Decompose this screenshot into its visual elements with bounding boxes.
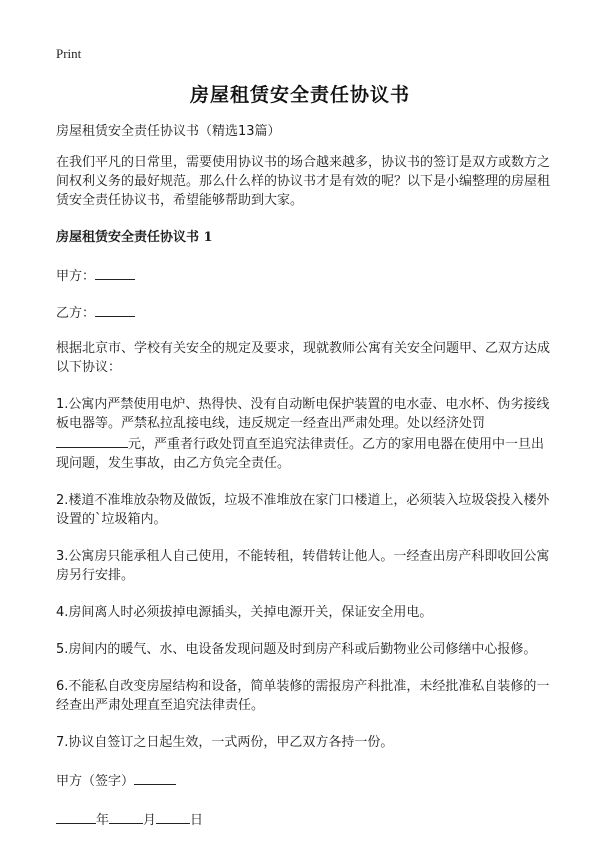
document-title: 房屋租赁安全责任协议书 [189, 84, 410, 106]
party-b-line [56, 302, 556, 323]
clause-4: 4.房间离人时必须拔掉电源插头，关掉电源开关，保证安全用电。 [56, 605, 433, 620]
section-heading: 房屋租赁安全责任协议书 1 [56, 230, 213, 245]
party-a-blank [95, 265, 135, 280]
day-label: 日 [190, 813, 204, 828]
clause-7: 7.协议自签订之日起生效，一式两份，甲乙双方各持一份。 [56, 735, 394, 750]
party-b-blank [95, 302, 135, 317]
date-line [56, 809, 556, 830]
preamble-paragraph: 根据北京市、学校有关安全的规定及要求，现就教师公寓有关安全问题甲、乙双方达成以下协议： [56, 341, 551, 375]
clause-5: 5.房间内的暖气、水、电设备发现问题及时到房产科或后勤物业公司修缮中心报修。 [56, 642, 537, 657]
print-link[interactable]: Print [56, 46, 82, 61]
party-a-line [56, 265, 556, 286]
clause-1-text-b: 元，严重者行政处罚直至追究法律责任。乙方的家用电器在使用中一旦出现问题，发生事故，由乙方负完全责任。 [56, 437, 545, 471]
intro-paragraph: 在我们平凡的日常里，需要使用协议书的场合越来越多，协议书的签订是双方或数方之间权利义务的最好规范。那么什么样的协议书才是有效的呢？以下是小编整理的房屋租赁安全责任协议书，希望能够帮助到大家。 [56, 155, 551, 208]
clause-6: 6.不能私自改变房屋结构和设备，简单装修的需报房产科批准，未经批准私自装修的一经查出严肃处理直至追究法律责任。 [56, 679, 550, 713]
signature-blank [134, 770, 176, 785]
party-b-label: 乙方： [56, 306, 96, 321]
year-label: 年 [96, 813, 110, 828]
month-blank [109, 809, 143, 824]
signature-line [56, 770, 556, 791]
document-subtitle: 房屋租赁安全责任协议书（精选13篇） [56, 124, 281, 139]
clause-2: 2.楼道不准堆放杂物及做饭，垃圾不准堆放在家门口楼道上，必须装入垃圾袋投入楼外设置的`垃圾箱内。 [56, 493, 550, 527]
year-blank [56, 809, 96, 824]
document-body [56, 122, 556, 848]
fine-amount-blank [56, 433, 128, 448]
day-blank [156, 809, 190, 824]
signature-label: 甲方（签字） [56, 774, 135, 789]
party-a-label: 甲方： [56, 269, 96, 284]
clause-3: 3.公寓房只能承租人自己使用，不能转租，转借转让他人。一经查出房产科即收回公寓房另行安排。 [56, 549, 550, 583]
month-label: 月 [143, 813, 157, 828]
clause-1 [56, 395, 556, 473]
clause-1-text-a: 1.公寓内严禁使用电炉、热得快、没有自动断电保护装置的电水壶、电水杯、伪劣接线板电器等。严禁私拉乱接电线，违反规定一经查出严肃处理。处以经济处罚 [56, 397, 550, 431]
